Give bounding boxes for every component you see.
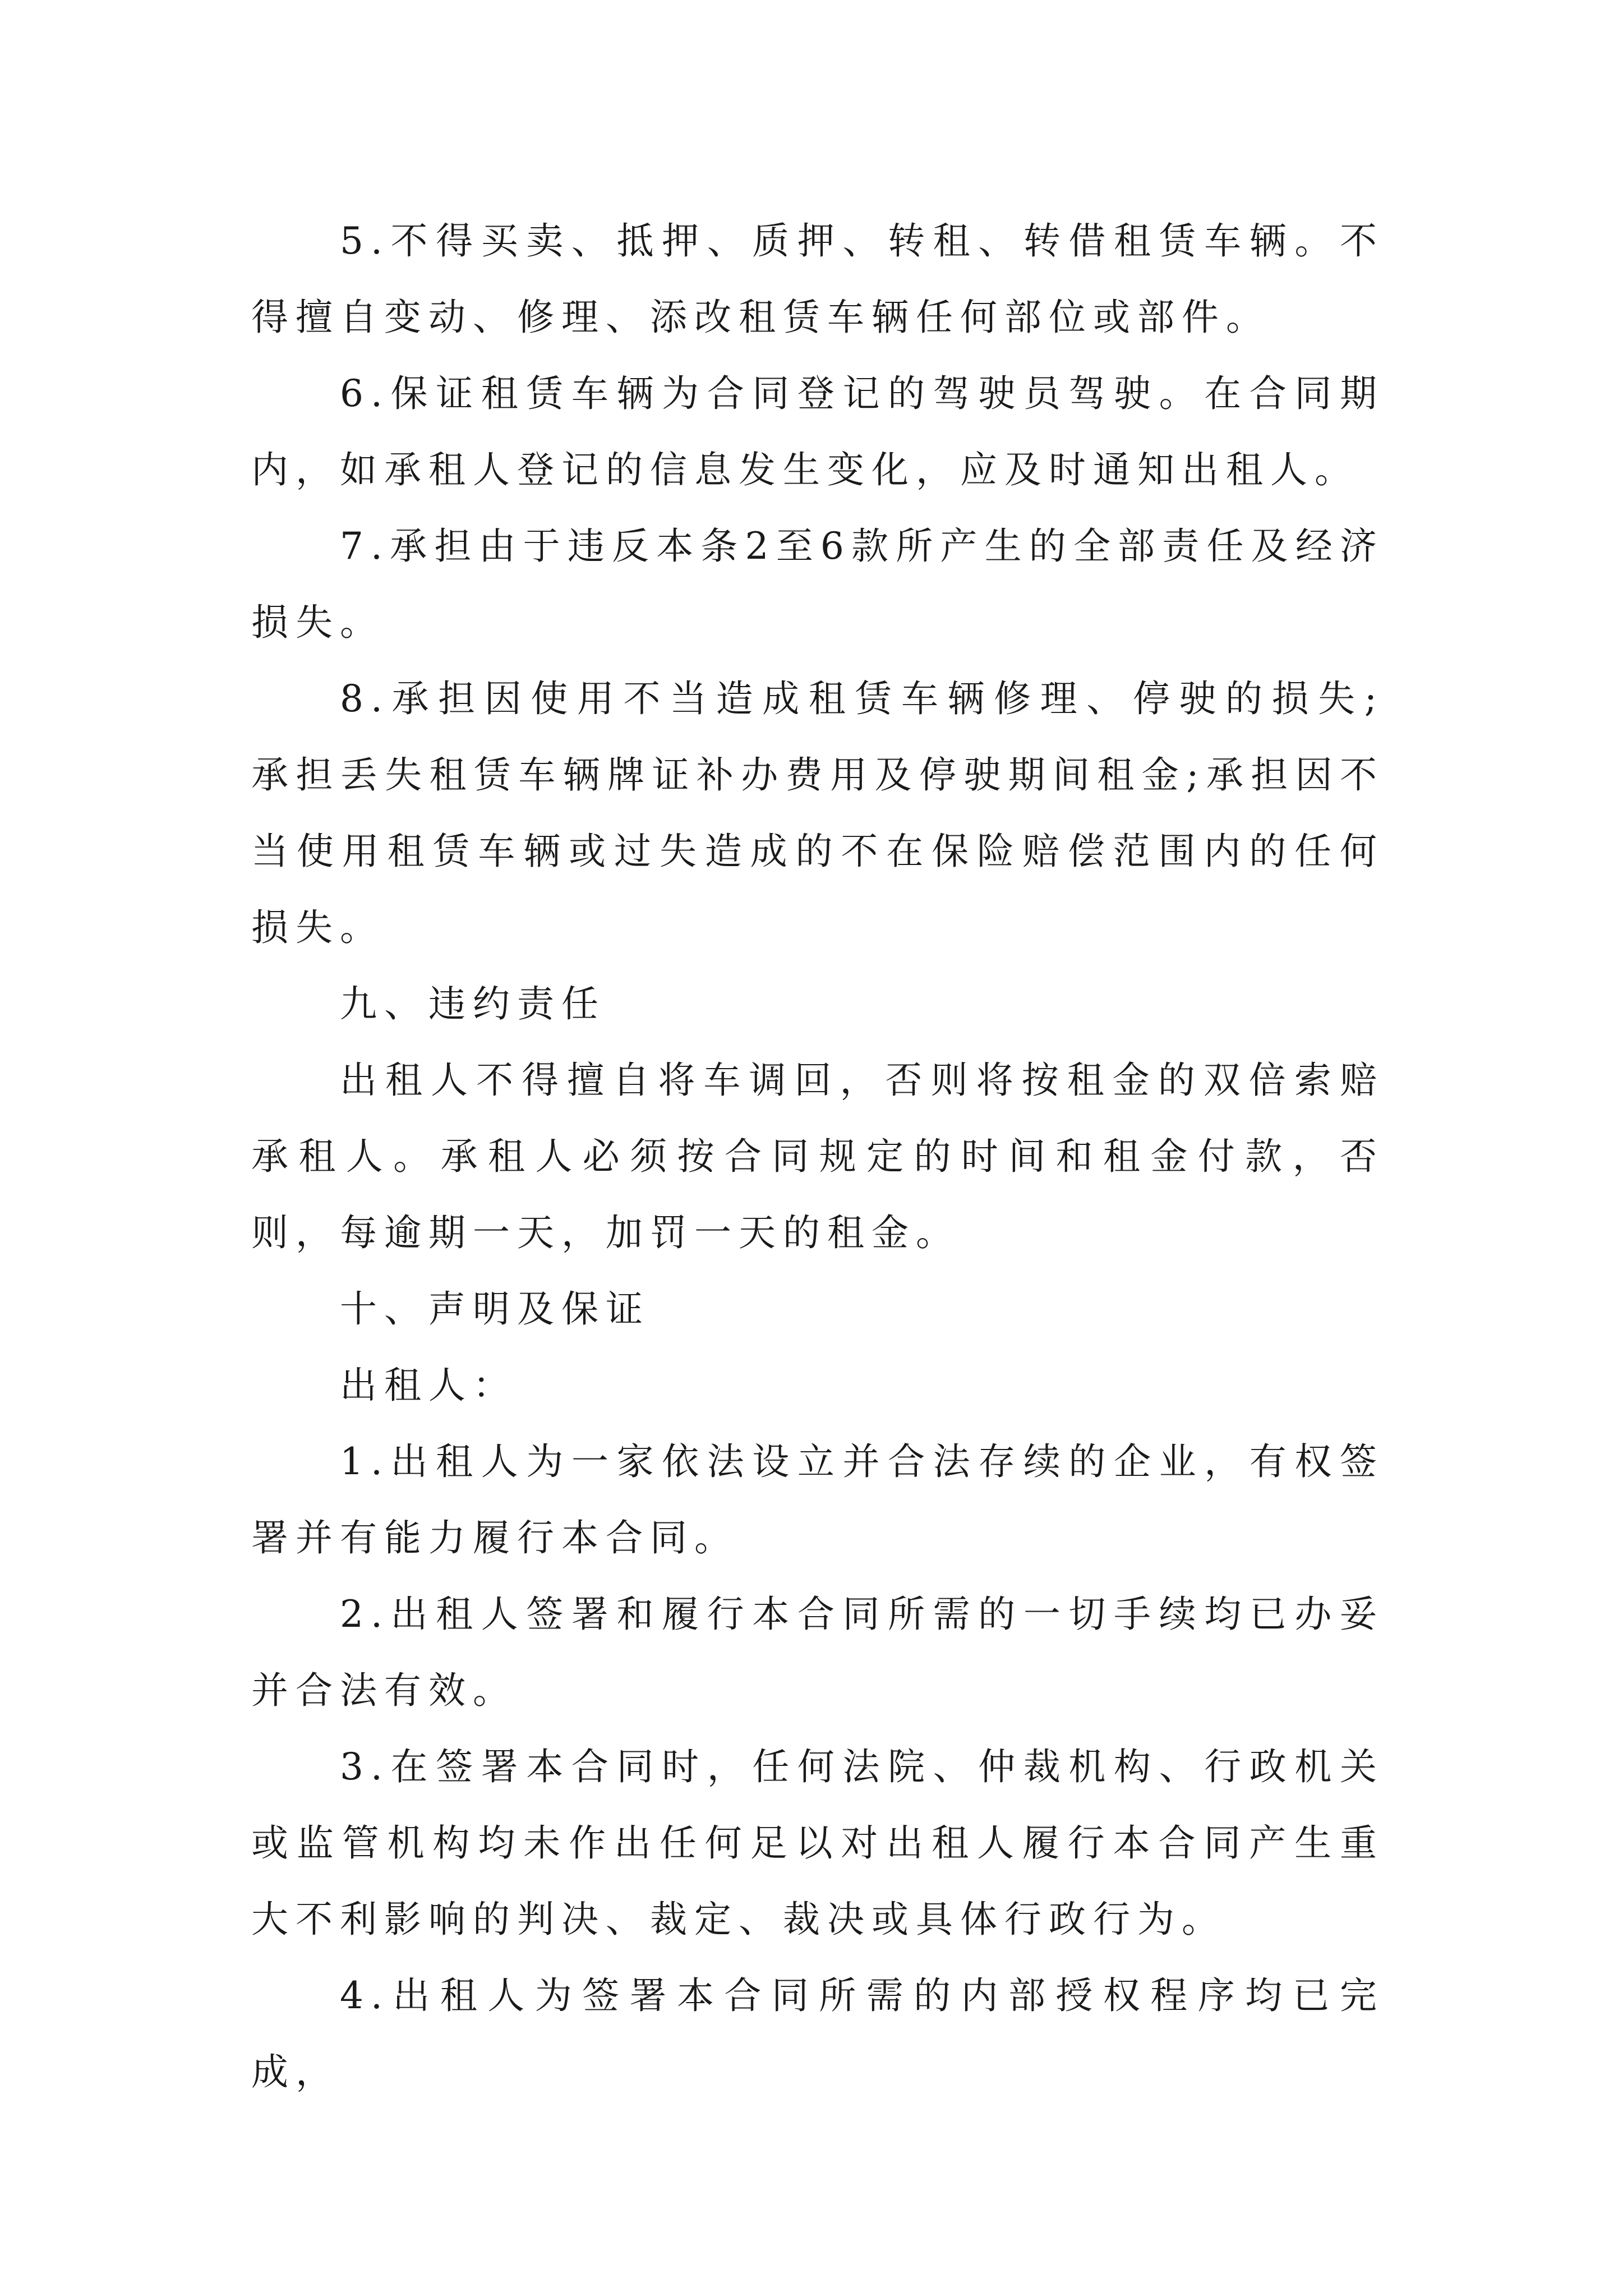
paragraph-clause-7: 7.承担由于违反本条2至6款所产生的全部责任及经济损失。 — [251, 524, 1384, 644]
paragraph-lessor-2: 2.出租人签署和履行本合同所需的一切手续均已办妥并合法有效。 — [251, 1593, 1384, 1712]
paragraph-clause-6: 6.保证租赁车辆为合同登记的驾驶员驾驶。在合同期内，如承租人登记的信息发生变化，应及时通知出租人。 — [251, 372, 1384, 491]
section-heading-breach-liability: 九、违约责任 — [340, 982, 606, 1025]
paragraph-breach-liability: 出租人不得擅自将车调回，否则将按租金的双倍索赔承租人。承租人必须按合同规定的时间和租金付款，否则，每逾期一天，加罚一天的租金。 — [251, 1059, 1384, 1254]
paragraph-lessor-4: 4.出租人为签署本合同所需的内部授权程序均已完成， — [251, 1974, 1384, 2093]
document-body — [251, 203, 1384, 2110]
subheading-lessor: 出租人： — [340, 1364, 517, 1407]
paragraph-lessor-3: 3.在签署本合同时，任何法院、仲裁机构、行政机关或监管机构均未作出任何足以对出租人履行本合同产生重大不利影响的判决、裁定、裁决或具体行政行为。 — [251, 1745, 1384, 1941]
paragraph-lessor-1: 1.出租人为一家依法设立并合法存续的企业，有权签署并有能力履行本合同。 — [251, 1440, 1384, 1559]
section-heading-declarations: 十、声明及保证 — [340, 1287, 650, 1331]
paragraph-clause-8: 8.承担因使用不当造成租赁车辆修理、停驶的损失;承担丢失租赁车辆牌证补办费用及停驶期间租金;承担因不当使用租赁车辆或过失造成的不在保险赔偿范围内的任何损失。 — [251, 677, 1384, 949]
paragraph-clause-5: 5.不得买卖、抵押、质押、转租、转借租赁车辆。不得擅自变动、修理、添改租赁车辆任何部位或部件。 — [251, 219, 1384, 339]
